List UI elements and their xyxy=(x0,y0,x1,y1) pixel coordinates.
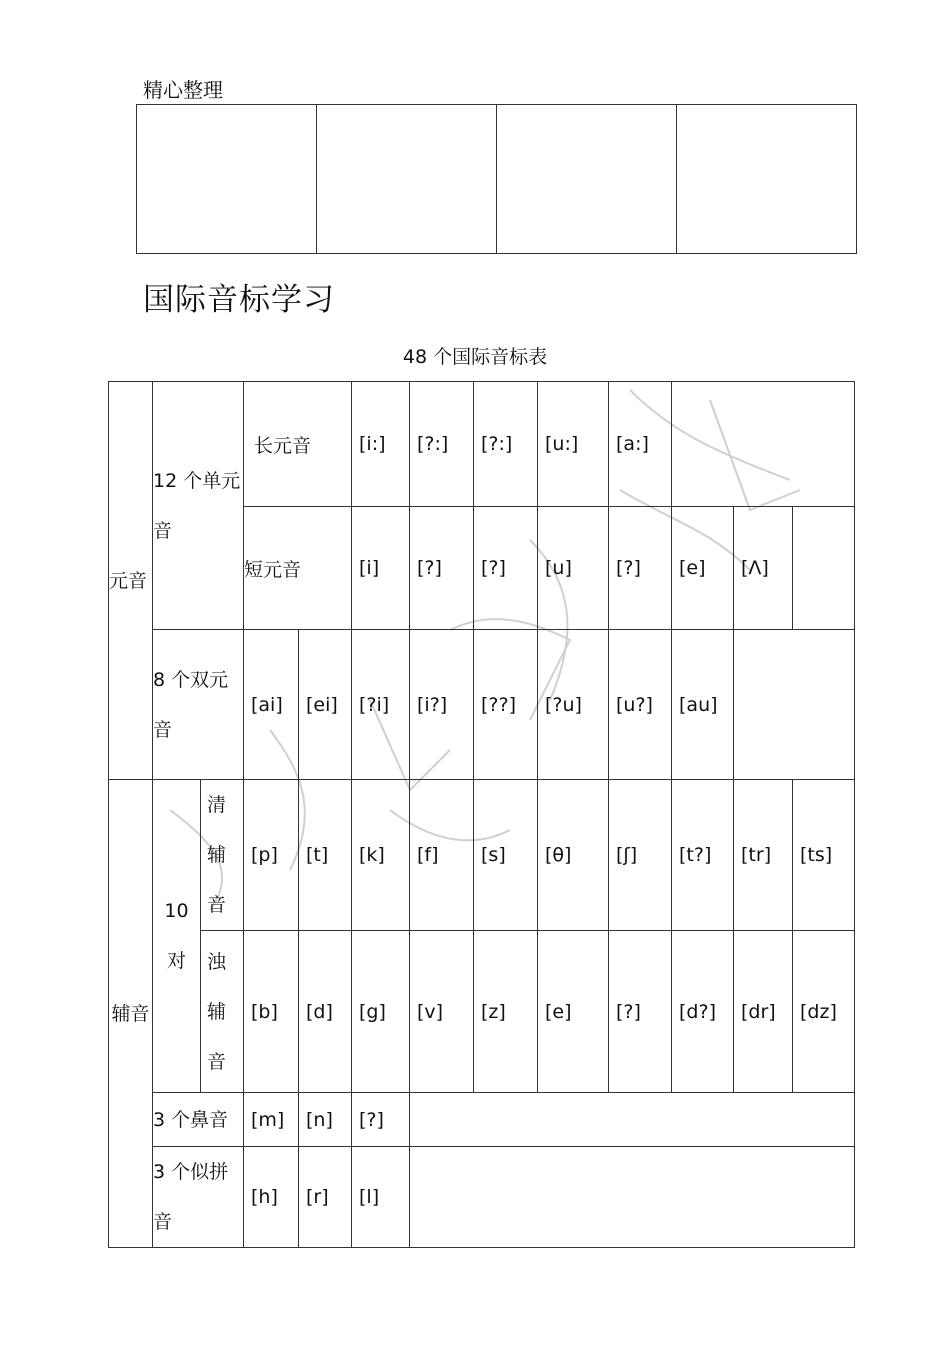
ipa-chart-table xyxy=(108,381,855,1248)
empty-cell xyxy=(410,1093,855,1147)
ipa-symbol: [s] xyxy=(474,780,538,931)
blank-header-table xyxy=(136,104,857,254)
voiced-label: 浊辅音 xyxy=(201,931,244,1093)
ipa-symbol: [?] xyxy=(352,1093,410,1147)
ipa-symbol: [?] xyxy=(410,507,474,630)
ipa-symbol: [tr] xyxy=(734,780,793,931)
empty-cell xyxy=(734,630,855,780)
ipa-symbol: [b] xyxy=(244,931,299,1093)
ipa-symbol: [dr] xyxy=(734,931,793,1093)
ipa-symbol: [?] xyxy=(474,507,538,630)
ipa-symbol: [?] xyxy=(609,931,672,1093)
ipa-symbol: [h] xyxy=(244,1147,299,1248)
ipa-symbol: [u?] xyxy=(609,630,672,780)
ipa-symbol: [e] xyxy=(672,507,734,630)
blank-cell xyxy=(317,105,497,254)
voiceless-label: 清辅音 xyxy=(201,780,244,931)
long-vowels-label: 长元音 xyxy=(244,382,352,507)
ipa-symbol: [i] xyxy=(352,507,410,630)
ipa-symbol: [θ] xyxy=(538,780,609,931)
table-caption: 48 个国际音标表 xyxy=(402,346,548,368)
ipa-symbol: [??] xyxy=(474,630,538,780)
ipa-symbol: [d] xyxy=(299,931,352,1093)
ipa-symbol: [p] xyxy=(244,780,299,931)
ipa-symbol: [f] xyxy=(410,780,474,931)
ipa-symbol: [z] xyxy=(474,931,538,1093)
blank-cell xyxy=(677,105,857,254)
monophthongs-label: 12 个单元音 xyxy=(153,382,244,630)
semivowels-label: 3 个似拼音 xyxy=(153,1147,244,1248)
ipa-symbol: [l] xyxy=(352,1147,410,1248)
pairs-label: 10 对 xyxy=(153,780,201,1093)
empty-cell xyxy=(793,507,855,630)
vowels-label: 元音 xyxy=(109,382,153,780)
ipa-symbol: [u] xyxy=(538,507,609,630)
ipa-symbol: [ai] xyxy=(244,630,299,780)
ipa-symbol: [u:] xyxy=(538,382,609,507)
ipa-symbol: [au] xyxy=(672,630,734,780)
ipa-symbol: [d?] xyxy=(672,931,734,1093)
ipa-symbol: [k] xyxy=(352,780,410,931)
ipa-symbol: [t?] xyxy=(672,780,734,931)
empty-cell xyxy=(672,382,855,507)
ipa-symbol: [ts] xyxy=(793,780,855,931)
empty-cell xyxy=(410,1147,855,1248)
ipa-symbol: [v] xyxy=(410,931,474,1093)
header-note: 精心整理 xyxy=(143,78,223,102)
diphthongs-label: 8 个双元音 xyxy=(153,630,244,780)
ipa-symbol: [?u] xyxy=(538,630,609,780)
ipa-symbol: [e] xyxy=(538,931,609,1093)
ipa-symbol: [a:] xyxy=(609,382,672,507)
ipa-symbol: [i?] xyxy=(410,630,474,780)
ipa-symbol: [m] xyxy=(244,1093,299,1147)
blank-cell xyxy=(497,105,677,254)
ipa-symbol: [r] xyxy=(299,1147,352,1248)
ipa-symbol: [dz] xyxy=(793,931,855,1093)
ipa-symbol: [i:] xyxy=(352,382,410,507)
ipa-symbol: [Λ] xyxy=(734,507,793,630)
page-title: 国际音标学习 xyxy=(143,282,335,318)
ipa-symbol: [?:] xyxy=(474,382,538,507)
ipa-symbol: [n] xyxy=(299,1093,352,1147)
short-vowels-label: 短元音 xyxy=(244,507,352,630)
ipa-symbol: [?:] xyxy=(410,382,474,507)
ipa-symbol: [ʃ] xyxy=(609,780,672,931)
ipa-symbol: [?] xyxy=(609,507,672,630)
consonants-label: 辅音 xyxy=(109,780,153,1248)
ipa-symbol: [g] xyxy=(352,931,410,1093)
blank-cell xyxy=(137,105,317,254)
nasals-label: 3 个鼻音 xyxy=(153,1093,244,1147)
ipa-symbol: [ei] xyxy=(299,630,352,780)
ipa-symbol: [?i] xyxy=(352,630,410,780)
ipa-symbol: [t] xyxy=(299,780,352,931)
